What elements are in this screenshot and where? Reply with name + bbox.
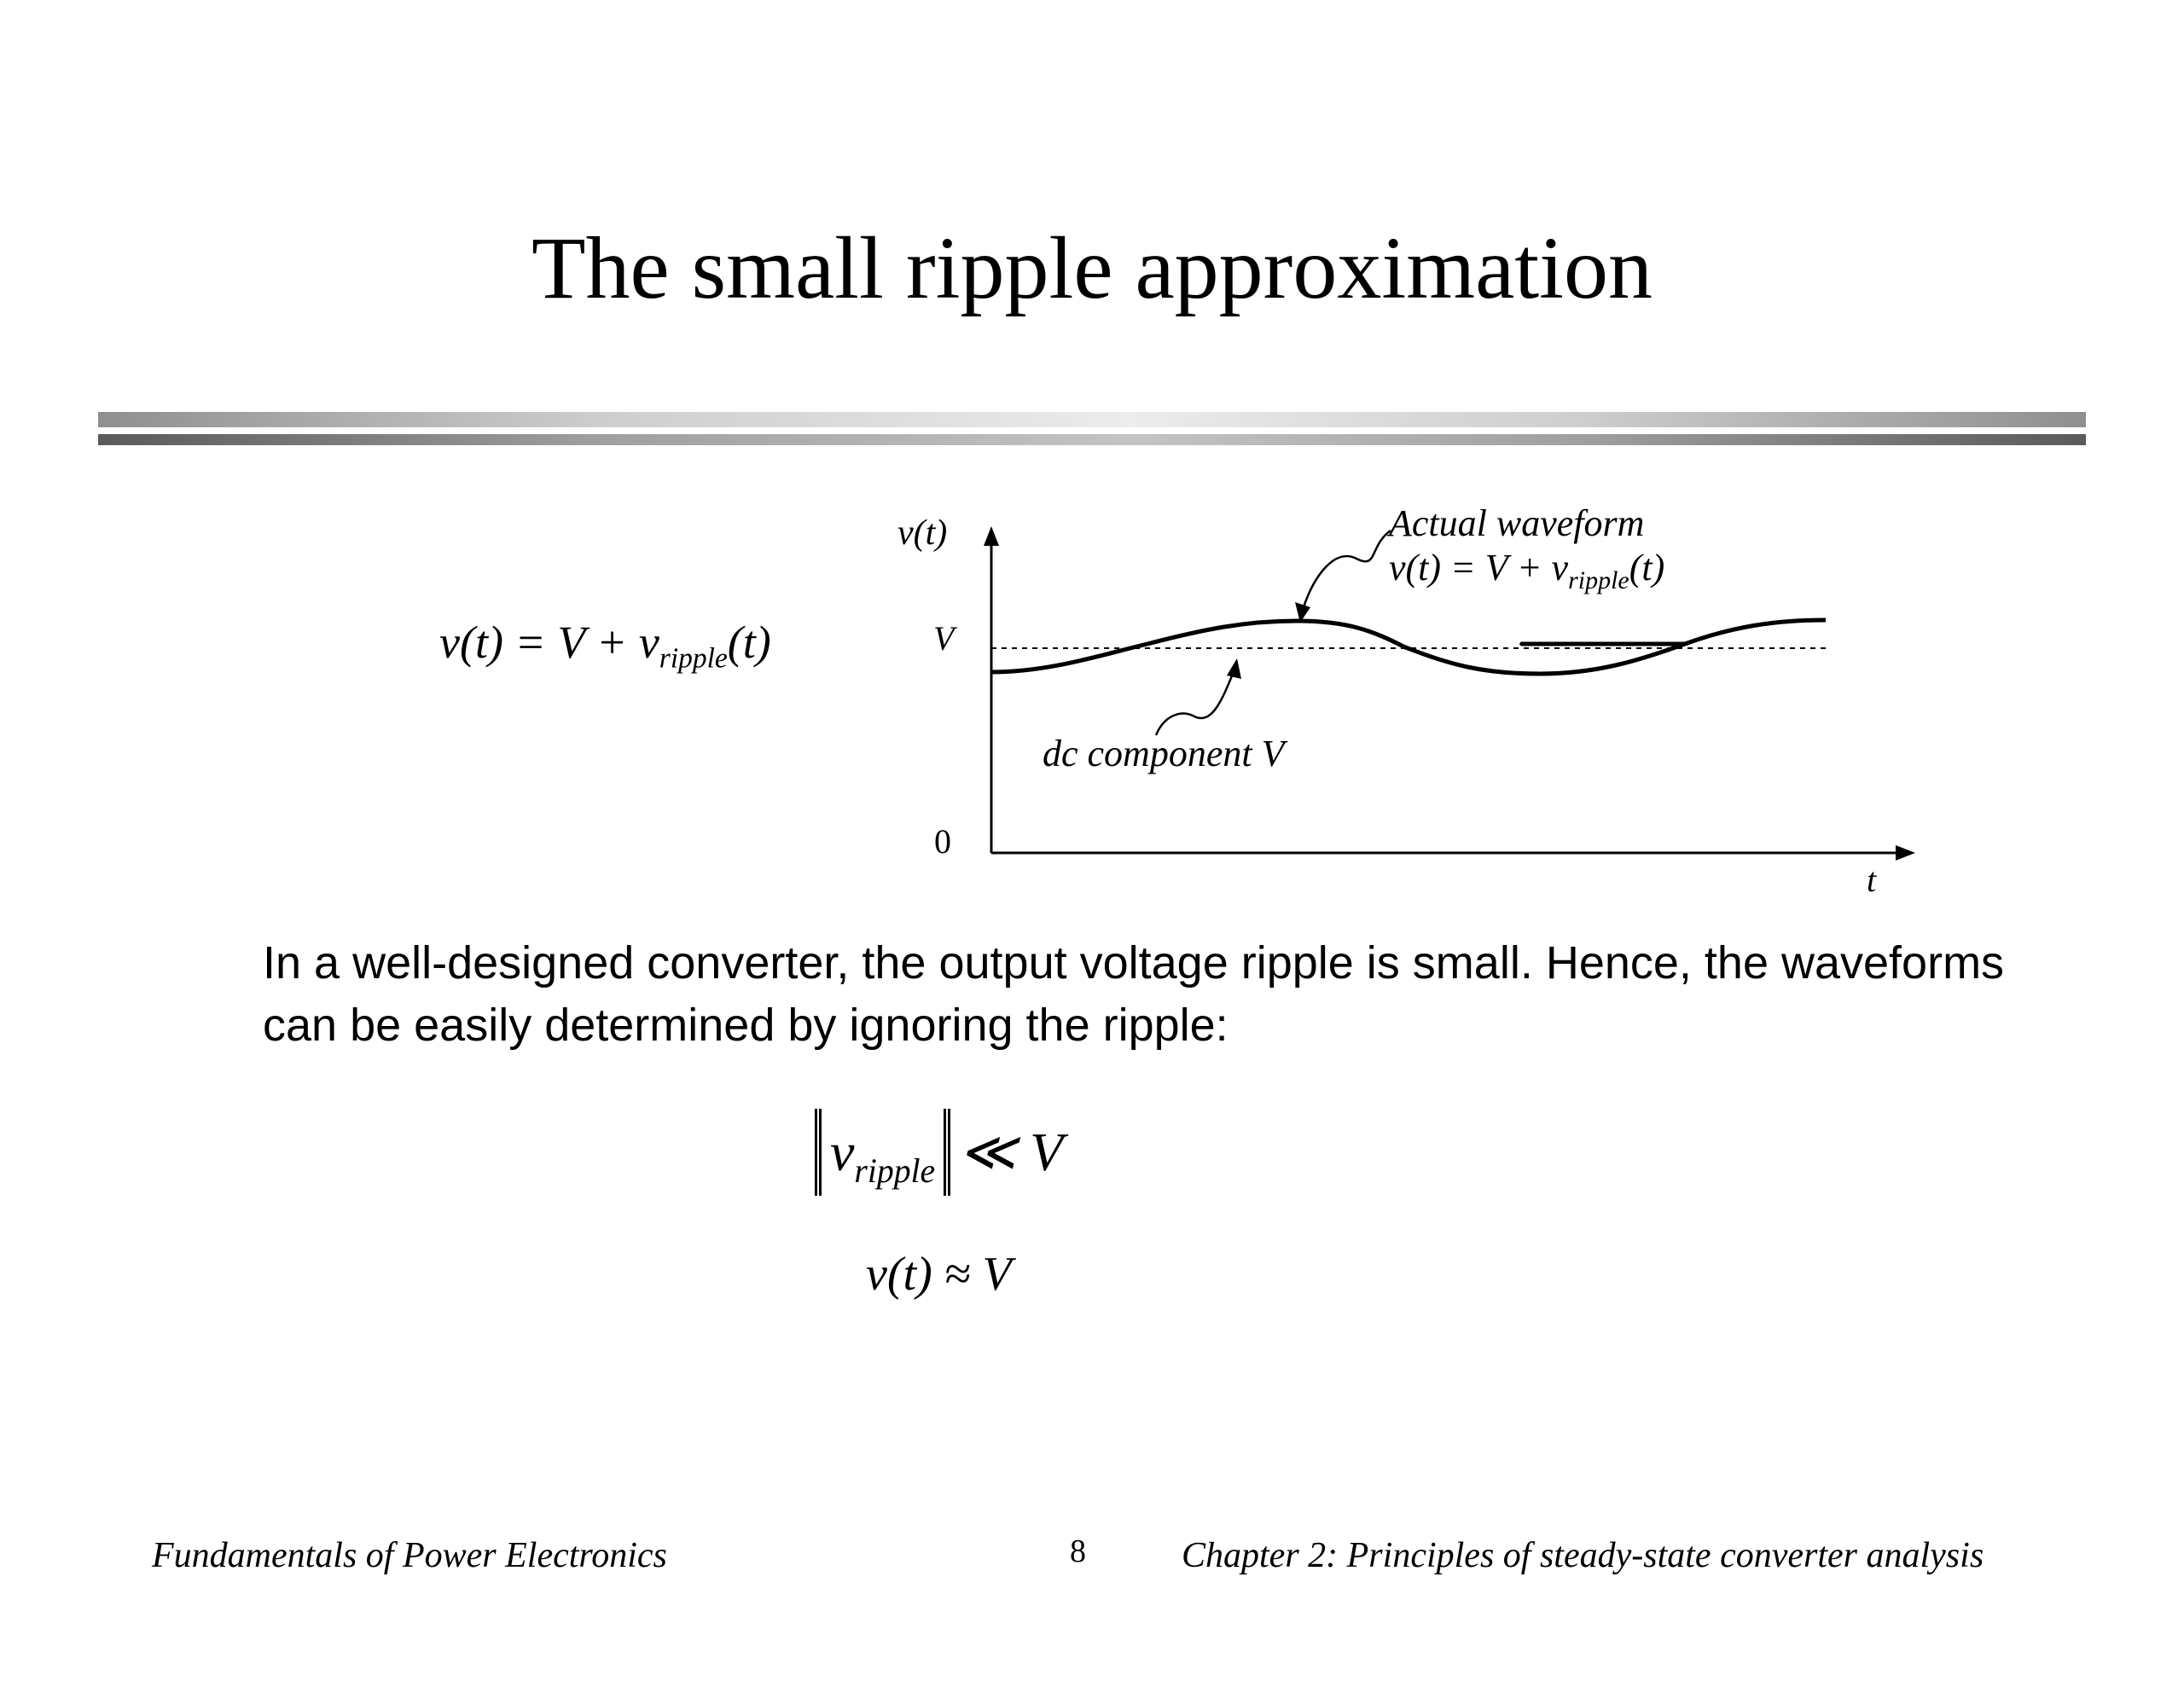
slide-title: The small ripple approximation [531, 219, 1653, 317]
tick-label-v: V [933, 619, 955, 658]
dc-component-pointer [1156, 674, 1233, 735]
x-axis-label: t [1867, 861, 1877, 899]
norm-bar-left [815, 1109, 822, 1196]
approximation-equation: v(t) ≈ V [866, 1248, 1012, 1301]
x-axis-arrow [1896, 845, 1915, 861]
tick-label-zero: 0 [934, 822, 951, 861]
actual-waveform-equation-main: v(t) = V + v [1389, 547, 1569, 588]
norm-bar-right [944, 1109, 950, 1196]
inequality-subscript: ripple [854, 1151, 936, 1190]
dc-component-label: dc component V [1043, 733, 1285, 774]
y-axis-label: v(t) [897, 513, 948, 553]
actual-waveform-equation-sub: ripple [1568, 566, 1629, 594]
actual-waveform-equation [1389, 547, 1664, 594]
actual-waveform-curve [991, 620, 1826, 674]
y-axis-arrow [984, 526, 999, 546]
actual-waveform-label: Actual waveform [1389, 502, 1645, 544]
dc-component-pointer-head [1227, 658, 1241, 679]
actual-waveform-equation-tail: (t) [1629, 547, 1665, 588]
small-ripple-inequality [806, 1109, 1063, 1196]
footer-chapter-title: Chapter 2: Principles of steady-state converter analysis [1182, 1536, 1984, 1575]
inequality-relation: ≪ V [959, 1122, 1064, 1182]
equation-main: v(t) = V + v [439, 617, 659, 668]
body-paragraph: In a well-designed converter, the output voltage ripple is small. Hence, the waveforms can be easily determined by ignoring the ripple: [263, 937, 2005, 1051]
footer-page-number: 8 [1070, 1533, 1086, 1569]
footer-book-title: Fundamentals of Power Electronics [152, 1536, 667, 1575]
inequality-variable: v [830, 1122, 855, 1182]
equation-subscript: ripple [659, 642, 728, 675]
actual-waveform-pointer [1304, 530, 1391, 607]
equation-tail: (t) [727, 617, 771, 668]
